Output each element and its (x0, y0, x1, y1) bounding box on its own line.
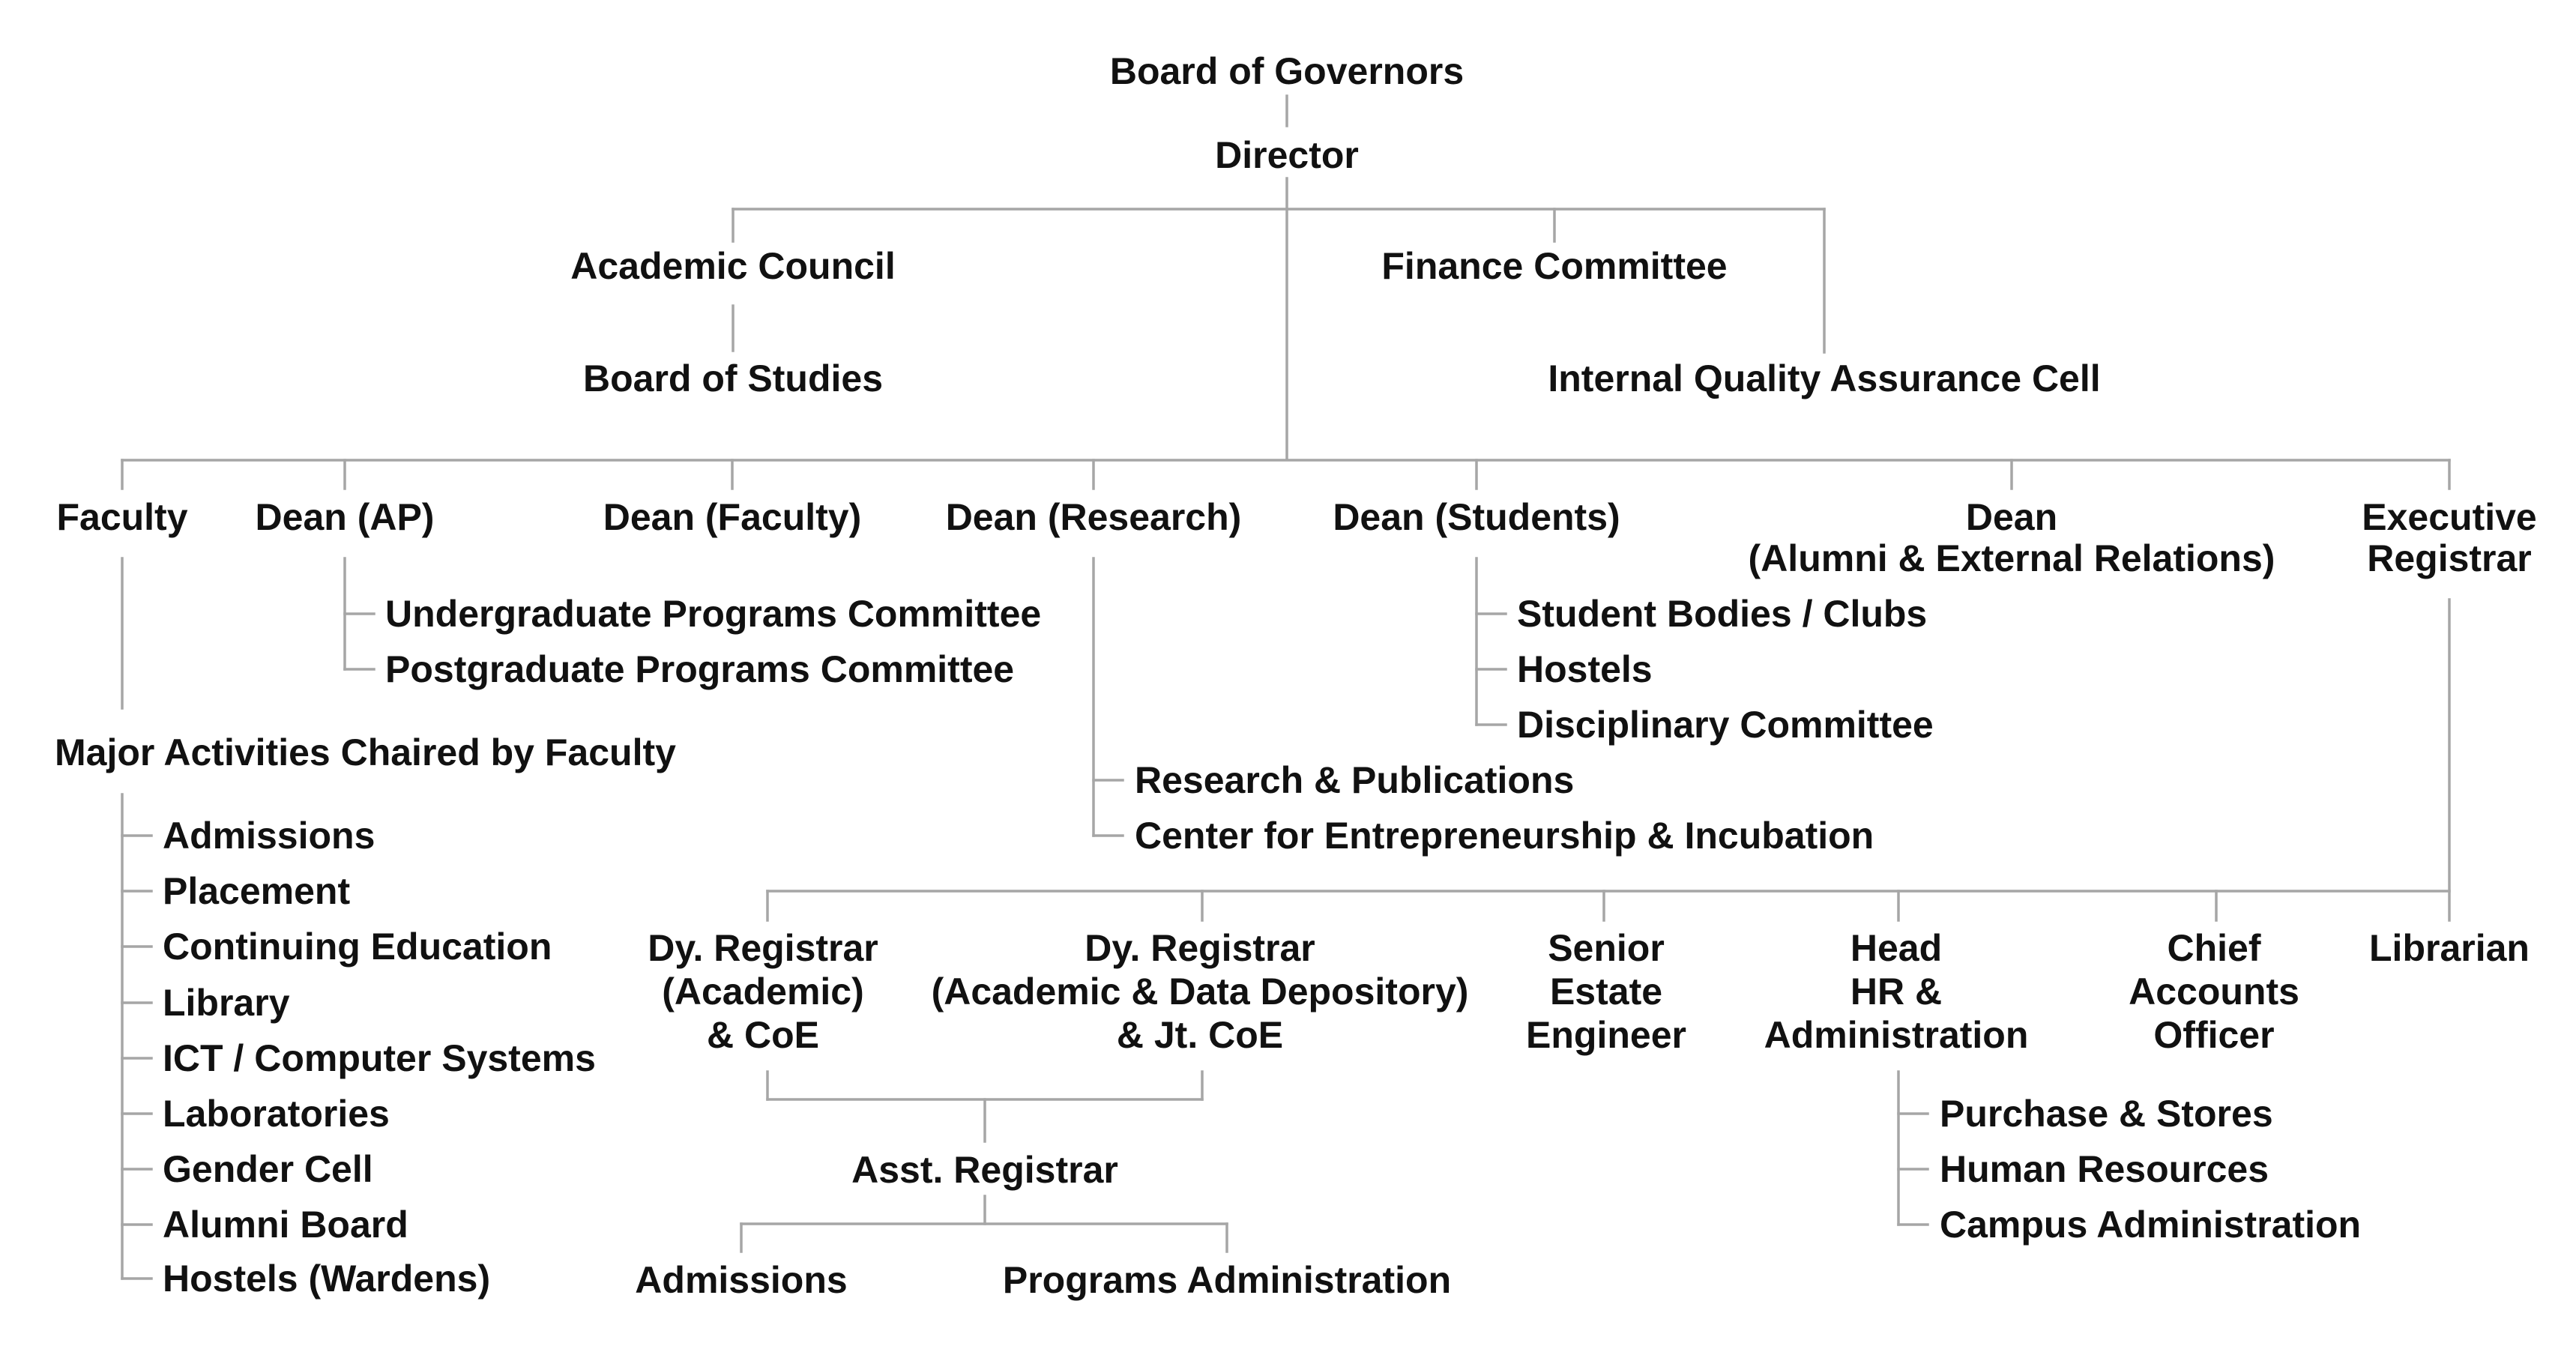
node-dy-registrar-academic-line3: & CoE (707, 1014, 819, 1056)
node-dy-registrar-data-line1: Dy. Registrar (1085, 927, 1315, 969)
node-exec-registrar-line2: Registrar (2367, 537, 2532, 579)
activity-item: Placement (163, 870, 351, 912)
asst-item: Admissions (635, 1259, 848, 1301)
activity-item: Laboratories (163, 1093, 390, 1135)
activity-item: ICT / Computer Systems (163, 1037, 596, 1079)
node-faculty: Faculty (56, 496, 188, 538)
node-dean-alumni-line2: (Alumni & External Relations) (1748, 537, 2275, 579)
node-finance-committee: Finance Committee (1381, 245, 1728, 287)
node-dean-ap: Dean (AP) (255, 496, 435, 538)
activity-item: Gender Cell (163, 1148, 373, 1190)
activity-item: Library (163, 982, 290, 1024)
node-chief-accounts-line1: Chief (2167, 927, 2261, 969)
node-board-of-studies: Board of Studies (582, 357, 884, 399)
labels (55, 50, 2537, 1301)
node-dy-registrar-data-line2: (Academic & Data Depository) (931, 971, 1469, 1012)
student-item: Hostels (1517, 648, 1653, 690)
node-chief-accounts-line3: Officer (2153, 1014, 2275, 1056)
node-asst-registrar: Asst. Registrar (851, 1149, 1118, 1191)
node-senior-estate-engineer-line1: Senior (1548, 927, 1665, 969)
node-iqac: Internal Quality Assurance Cell (1548, 357, 2101, 399)
node-ug-committee: Undergraduate Programs Committee (385, 593, 1042, 635)
node-dy-registrar-academic-line2: (Academic) (662, 971, 864, 1012)
student-item: Disciplinary Committee (1517, 704, 1934, 746)
student-item: Student Bodies / Clubs (1517, 593, 1928, 635)
node-head-hr-line1: Head (1850, 927, 1943, 969)
node-senior-estate-engineer-line2: Estate (1549, 971, 1663, 1012)
node-dean-alumni-line1: Dean (1965, 496, 2058, 538)
node-exec-registrar-line1: Executive (2362, 496, 2537, 538)
node-head-hr-line3: Administration (1764, 1014, 2029, 1056)
activity-item: Hostels (Wardens) (163, 1258, 491, 1300)
research-item: Center for Entrepreneurship & Incubation (1135, 815, 1874, 857)
node-head-hr-line2: HR & (1850, 971, 1943, 1012)
node-senior-estate-engineer-line3: Engineer (1526, 1014, 1686, 1056)
node-director: Director (1215, 134, 1359, 176)
hr-item: Purchase & Stores (1940, 1093, 2273, 1135)
node-librarian: Librarian (2369, 927, 2530, 969)
node-academic-council: Academic Council (570, 245, 896, 287)
node-dean-students: Dean (Students) (1333, 496, 1620, 538)
hr-item: Human Resources (1940, 1148, 2269, 1190)
activity-item: Alumni Board (163, 1204, 408, 1246)
node-dean-faculty: Dean (Faculty) (603, 496, 862, 538)
activity-item: Admissions (163, 815, 375, 857)
node-dy-registrar-data-line3: & Jt. CoE (1116, 1014, 1284, 1056)
activity-item: Continuing Education (163, 926, 552, 968)
research-item: Research & Publications (1135, 759, 1575, 801)
node-dean-research: Dean (Research) (945, 496, 1242, 538)
node-dy-registrar-academic-line1: Dy. Registrar (648, 927, 878, 969)
node-major-activities: Major Activities Chaired by Faculty (55, 731, 676, 773)
asst-item: Programs Administration (1002, 1259, 1452, 1301)
node-chief-accounts-line2: Accounts (2129, 971, 2299, 1012)
node-board-of-governors: Board of Governors (1109, 50, 1465, 92)
hr-item: Campus Administration (1940, 1204, 2362, 1246)
node-pg-committee: Postgraduate Programs Committee (385, 648, 1015, 690)
